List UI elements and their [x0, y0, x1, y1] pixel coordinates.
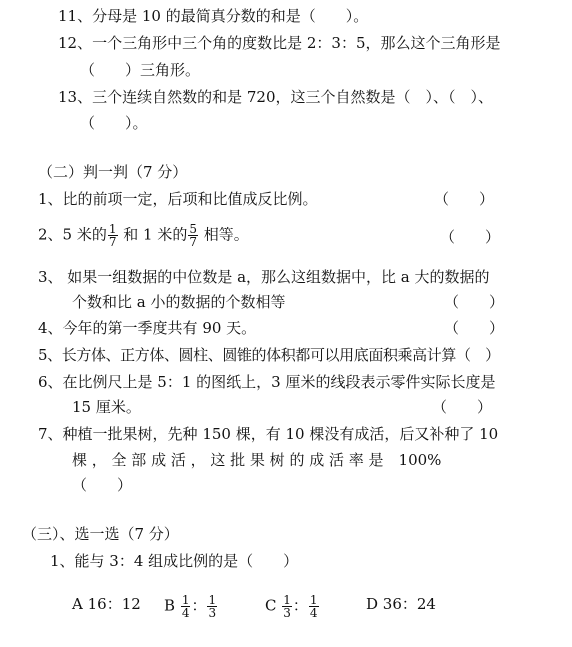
q2-middle: 和 1 米的 — [118, 225, 188, 244]
q2-prefix: 2、5 米的 — [38, 225, 107, 244]
choose-q1-text: 1、能与 3：4 组成比例的是（ ） — [50, 552, 299, 570]
judge-q7-answer-paren: （ ） — [72, 476, 133, 494]
judge-q7-text-line2: 棵 ， 全 部 成 活 ， 这 批 果 树 的 成 活 率 是 100% — [72, 451, 442, 469]
option-b-label: B — [164, 596, 176, 615]
option-b-fraction-2 — [207, 594, 217, 619]
q2-suffix: 相等。 — [199, 225, 249, 244]
fraction-denominator: 3 — [208, 606, 217, 620]
q11-text: 11、分母是 10 的最简真分数的和是（ ）。 — [58, 7, 369, 25]
fraction-numerator: 1 — [283, 593, 291, 607]
option-c-fraction-1 — [282, 594, 292, 619]
judge-q2-text — [38, 223, 249, 248]
option-c — [265, 594, 320, 619]
judge-q4-text: 4、今年的第一季度共有 90 天。 — [38, 319, 257, 337]
fraction-numerator: 1 — [181, 593, 190, 607]
option-d: D 36：24 — [366, 595, 436, 613]
option-a: A 16：12 — [72, 595, 141, 613]
option-b-colon: ： — [191, 596, 207, 615]
option-b-fraction-1 — [181, 594, 191, 619]
q12-text-line2: （ ）三角形。 — [80, 61, 201, 79]
judge-q1-answer-paren: （ ） — [434, 190, 495, 208]
fraction-numerator: 1 — [208, 593, 217, 607]
option-c-colon: ： — [292, 596, 308, 615]
fraction-numerator: 5 — [189, 222, 197, 236]
judge-q1-text: 1、比的前项一定，后项和比值成反比例。 — [38, 190, 318, 208]
q13-text-line2: （ ）。 — [80, 114, 148, 132]
fraction-one-seventh — [108, 223, 118, 248]
q13-text-line1: 13、三个连续自然数的和是 720，这三个自然数是（ ）、（ ）、 — [58, 88, 493, 106]
option-b — [164, 594, 218, 619]
fraction-five-sevenths — [188, 223, 198, 248]
judge-q3-text-line2: 个数和比 a 小的数据的个数相等 — [72, 293, 286, 311]
judge-q2-answer-paren: （ ） — [440, 228, 501, 246]
option-c-fraction-2 — [309, 594, 319, 619]
fraction-denominator: 3 — [283, 606, 291, 620]
fraction-numerator: 1 — [309, 593, 318, 607]
judge-q6-text-line2: 15 厘米。 — [72, 398, 141, 416]
q12-text-line1: 12、一个三角形中三个角的度数比是 2：3：5，那么这个三角形是 — [58, 34, 501, 52]
judge-q5-text: 5、长方体、正方体、圆柱、圆锥的体积都可以用底面积乘高计算（ ） — [38, 346, 500, 364]
judge-heading: （二）判一判（7 分） — [38, 163, 188, 181]
judge-q7-text-line1: 7、种植一批果树，先种 150 棵，有 10 棵没有成活，后又补种了 10 — [38, 425, 499, 443]
judge-q6-answer-paren: （ ） — [432, 398, 493, 416]
choose-heading: （三）、选一选（7 分） — [22, 525, 179, 543]
fraction-numerator: 1 — [108, 222, 117, 236]
judge-q3-text-line1: 3、 如果一组数据的中位数是 a，那么这组数据中，比 a 大的数据的 — [38, 268, 490, 286]
judge-q3-answer-paren: （ ） — [444, 293, 505, 311]
fraction-denominator: 4 — [309, 606, 318, 620]
judge-q4-answer-paren: （ ） — [444, 319, 505, 337]
option-c-label: C — [265, 596, 277, 615]
judge-q6-text-line1: 6、在比例尺上是 5：1 的图纸上，3 厘米的线段表示零件实际长度是 — [38, 373, 496, 391]
fraction-denominator: 7 — [108, 235, 117, 249]
fraction-denominator: 7 — [189, 235, 197, 249]
fraction-denominator: 4 — [181, 606, 190, 620]
